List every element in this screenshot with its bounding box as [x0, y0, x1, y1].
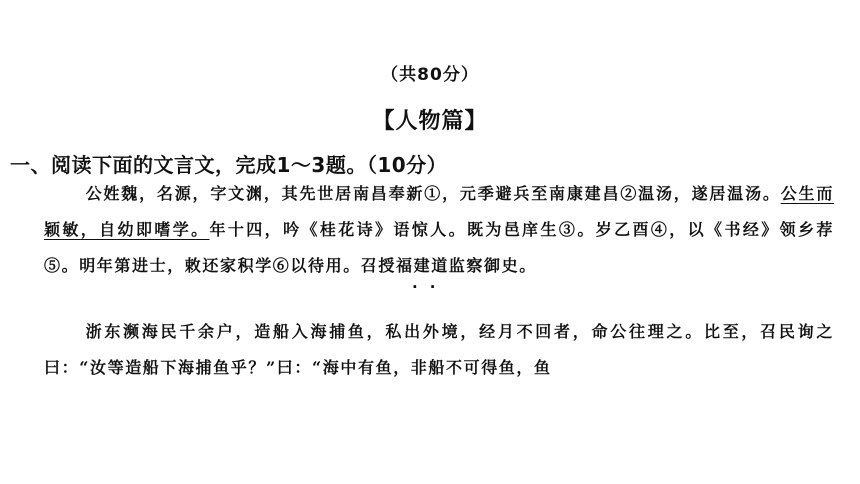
question-title: 一、阅读下面的文言文，完成1～3题。（10分） [10, 153, 448, 177]
passage-text: 年十四，吟《桂花诗》语惊人。既为邑庠生③。岁乙酉④，以《书经》领乡荐⑤。明年第进士，敕还家积学⑥以待用。召授福建道监察御史。 [44, 220, 834, 275]
passage-text: 浙东濒海民千余户，造船入海捕鱼，私出外境，经月不回者，命公往理之。比至，召民询之曰：“汝等造船下海捕鱼乎？”曰：“海中有鱼，非船不可得鱼，鱼 [44, 322, 834, 377]
passage-text: 公姓魏，名源，字文渊，其先世居南昌奉新①，元季避兵至南康建昌②温汤，遂居温汤。 [85, 184, 781, 203]
passage-paragraph-1 [44, 176, 834, 284]
total-score: （共80分） [381, 65, 479, 85]
section-title: 【人物篇】 [372, 109, 488, 134]
emphasis-dots: ·· [412, 278, 448, 296]
underlined-sentence: 公生而颖敏，自幼即嗜学。 [44, 184, 834, 239]
passage-paragraph-2 [44, 314, 834, 386]
